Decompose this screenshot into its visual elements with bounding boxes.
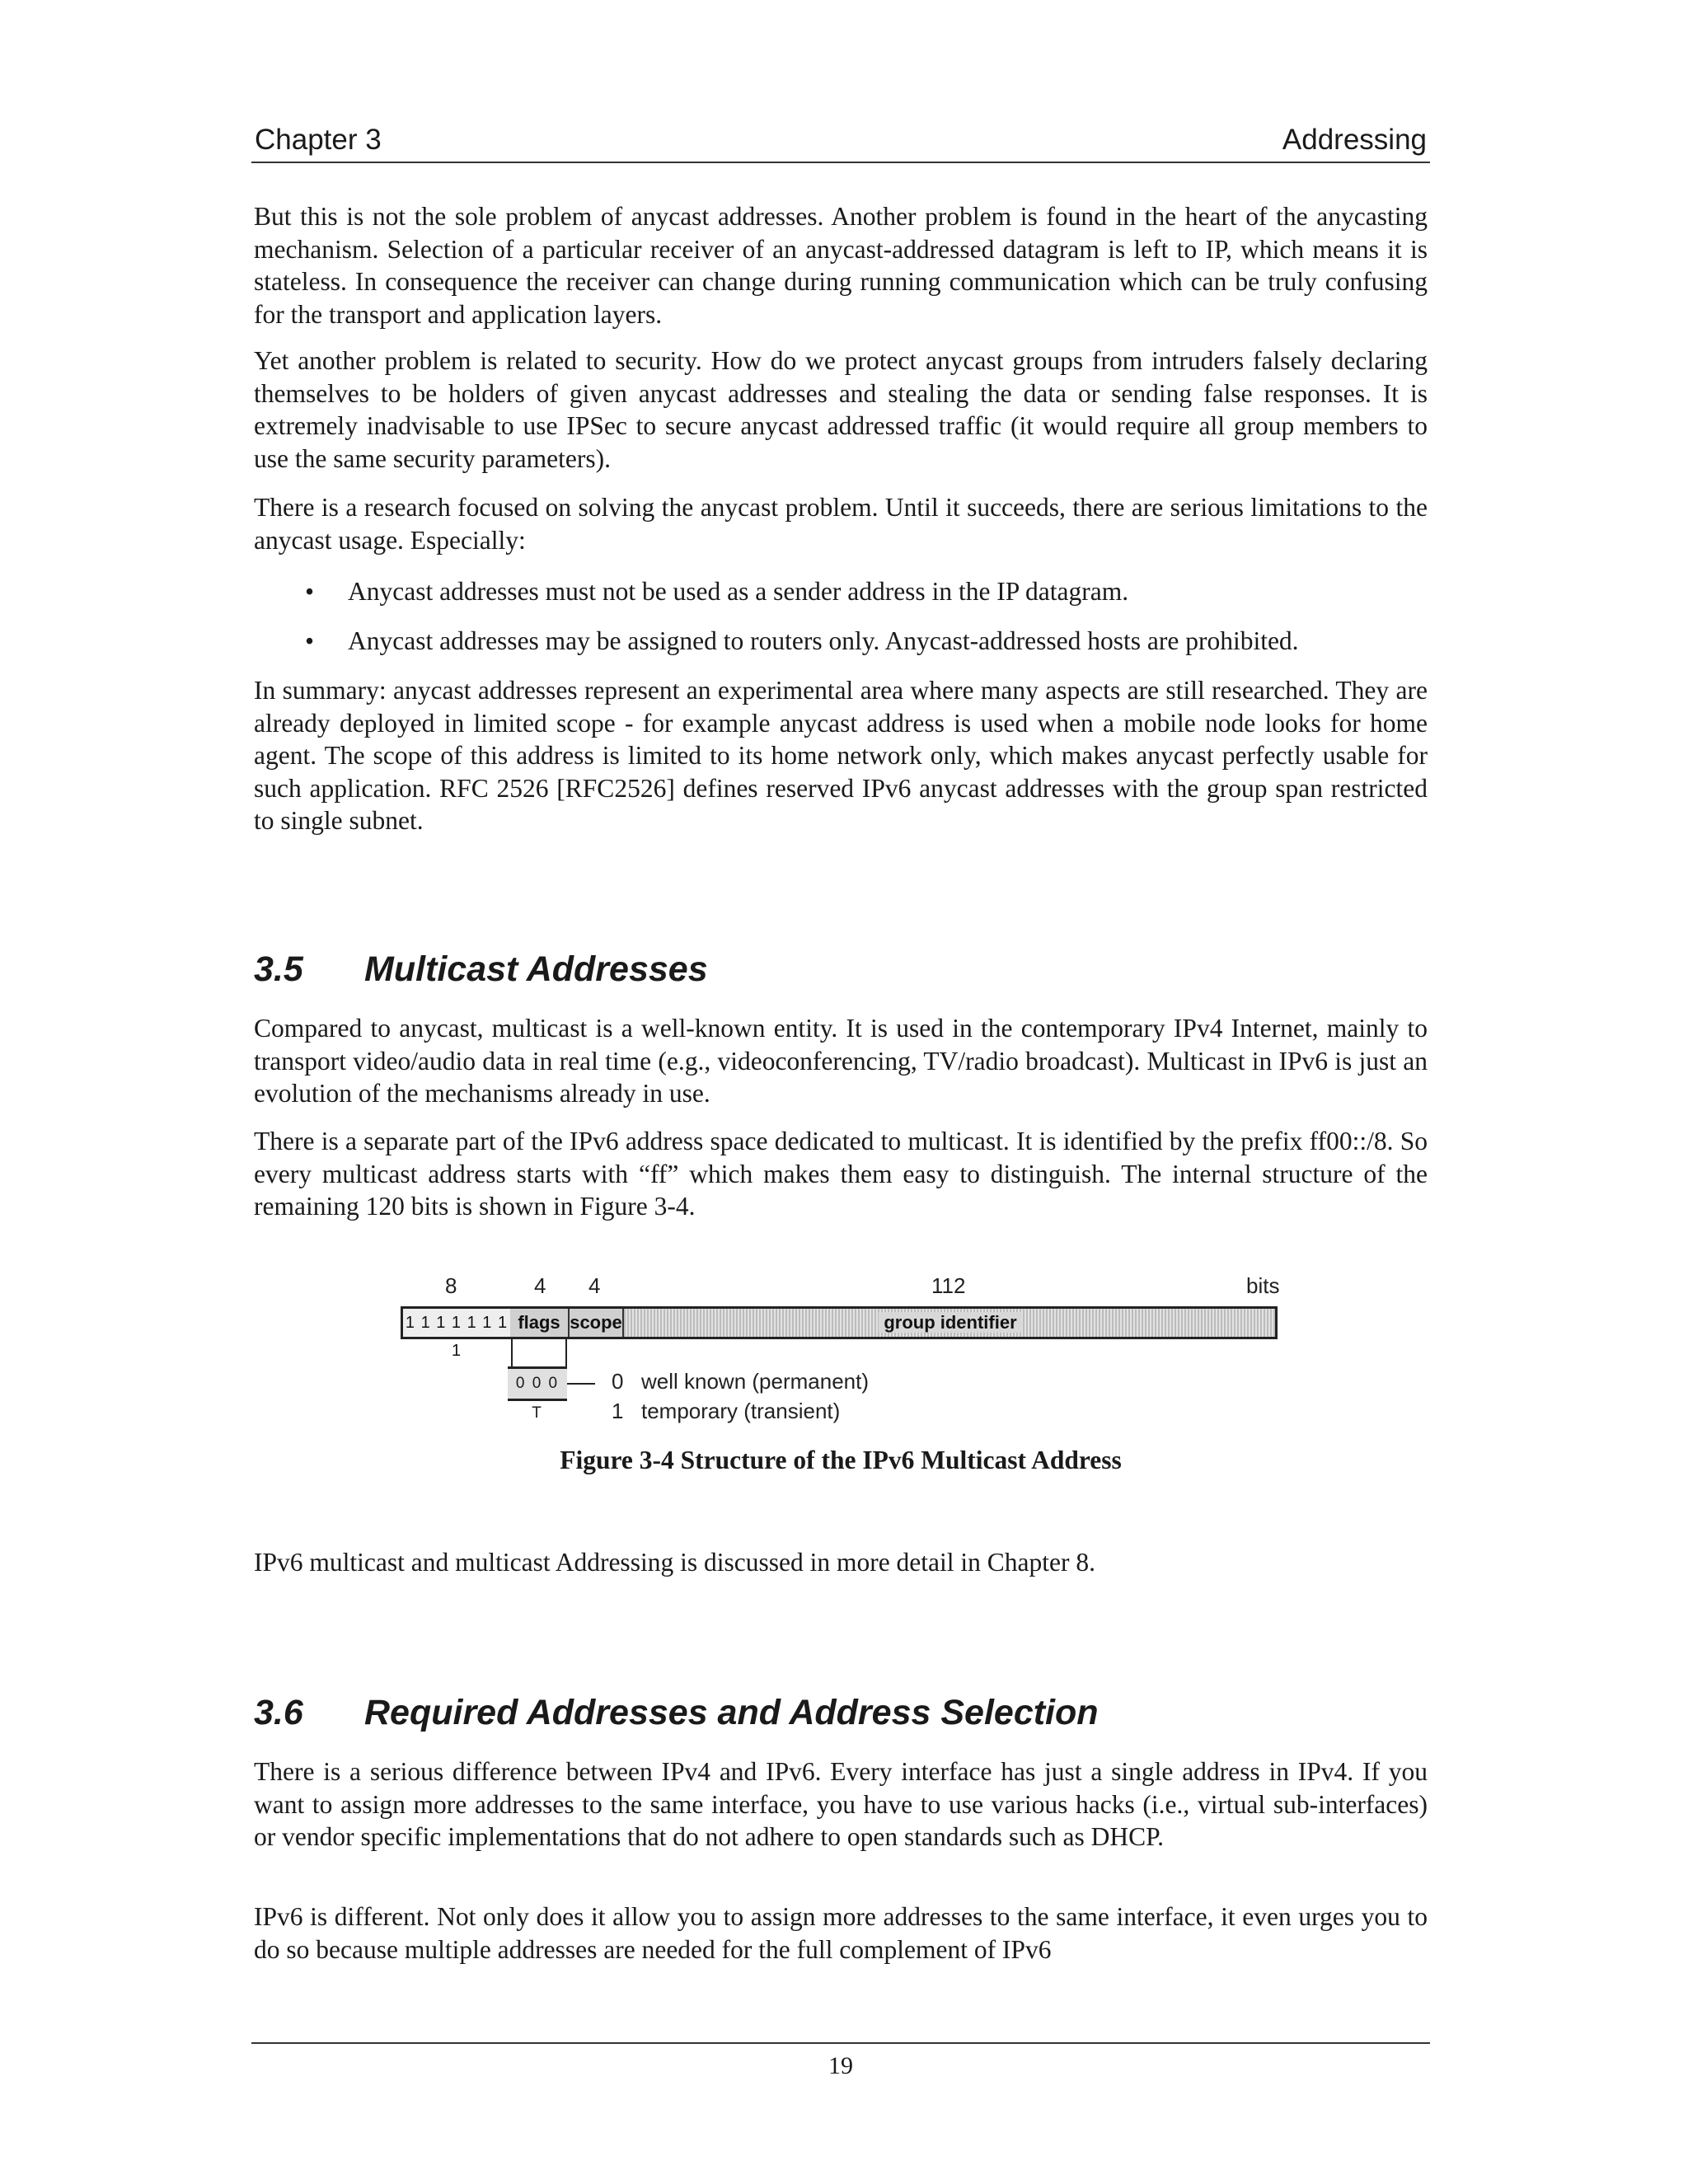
multicast-address-figure (396, 1273, 1286, 1455)
group-identifier-label: group identifier (879, 1312, 1021, 1333)
legend-connector (567, 1383, 595, 1385)
legend-text: temporary (transient) (641, 1399, 841, 1423)
flag-bits-box: 0 0 0 T (508, 1366, 567, 1401)
bullet-text: Anycast addresses must not be used as a sender address in the IP datagram. (348, 577, 1129, 606)
bits-unit-label: bits (1246, 1273, 1280, 1298)
paragraph-summary: In summary: anycast addresses represent an experimental area where many aspects are still researched. They are already deployed in limited scope - for example anycast address is used when a mobile node looks for home agent. The scope of this address is limited to its home network only, which makes anycast perfectly usable for such application. RFC 2526 [RFC2526] defines reserved IPv6 anycast addresses with the group span restricted to single subnet. (254, 676, 1428, 835)
legend-value: 0 (612, 1369, 624, 1394)
address-bar (401, 1306, 1278, 1360)
flag-connector-right (565, 1339, 567, 1367)
legend-text: well known (permanent) (641, 1369, 870, 1394)
paragraph-ipv4-difference: There is a serious difference between IPv4 and IPv6. Every interface has just a single address in IPv4. If you want to assign more addresses to the same interface, you have to use various hacks (i.e., virtual sub-interfaces) or vendor specific implementations that do not adhere to open standards such as DHCP. (254, 1757, 1428, 1851)
section-label: Addressing (1282, 124, 1427, 156)
bullet-icon: • (305, 577, 315, 606)
bit-width-label: 4 (534, 1273, 546, 1298)
section-number: 3.5 (254, 949, 303, 989)
flags-field: flags (510, 1309, 570, 1337)
paragraph-ipv6-different: IPv6 is different. Not only does it allow you to assign more addresses to the same interface, it even urges you to do so because multiple addresses are needed for the full complement of IPv6 (254, 1902, 1428, 1964)
section-title: Multicast Addresses (364, 949, 708, 989)
scope-field: scope (570, 1309, 624, 1337)
footer-divider (251, 2042, 1430, 2044)
flag-connector-left (511, 1339, 513, 1367)
prefix-field: 1 1 1 1 1 1 1 1 (403, 1309, 512, 1337)
bit-width-label: 4 (588, 1273, 601, 1298)
paragraph-security: Yet another problem is related to security. How do we protect anycast groups from intruders falsely declaring themselves to be holders of given anycast addresses and stealing the data or sending false responses. It is extremely inadvisable to use IPSec to secure anycast addressed traffic (it would require all group members to use the same security parameters). (254, 346, 1428, 473)
paragraph-anycast-problem: But this is not the sole problem of anycast addresses. Another problem is found in the heart of the anycasting mechanism. Selection of a particular receiver of an anycast-addressed datagram is left to IP, which means it is stateless. In consequence the receiver can change during running communication which can be truly confusing for the transport and application layers. (254, 202, 1428, 329)
legend-value: 1 (612, 1399, 624, 1423)
section-number: 3.6 (254, 1693, 303, 1732)
paragraph-research: There is a research focused on solving the anycast problem. Until it succeeds, there are serious limitations to the anycast usage. Especially: (254, 493, 1428, 555)
chapter-label: Chapter 3 (255, 124, 382, 156)
section-title: Required Addresses and Address Selection (364, 1693, 1099, 1732)
bullet-icon: • (305, 626, 315, 655)
bullet-text: Anycast addresses may be assigned to routers only. Anycast-addressed hosts are prohibited. (348, 626, 1299, 655)
bit-width-label: 112 (931, 1273, 966, 1298)
paragraph-multicast-reference: IPv6 multicast and multicast Addressing is discussed in more detail in Chapter 8. (254, 1548, 1095, 1577)
figure-caption: Figure 3-4 Structure of the IPv6 Multicast Address (560, 1446, 1122, 1474)
page-header (251, 122, 1430, 163)
paragraph-multicast-intro: Compared to anycast, multicast is a well-known entity. It is used in the contemporary IPv4 Internet, mainly to transport video/audio data in real time (e.g., videoconferencing, TV/radio broadcast). Multicast in IPv6 is just an evolution of the mechanisms already in use. (254, 1014, 1428, 1108)
group-identifier-field (622, 1309, 1278, 1337)
page-number: 19 (828, 2052, 853, 2079)
paragraph-multicast-prefix: There is a separate part of the IPv6 address space dedicated to multicast. It is identified by the prefix ff00::/8. So every multicast address starts with “ff” which makes them easy to distinguish. The internal structure of the remaining 120 bits is shown in Figure 3-4. (254, 1127, 1428, 1221)
bit-width-label: 8 (445, 1273, 457, 1298)
